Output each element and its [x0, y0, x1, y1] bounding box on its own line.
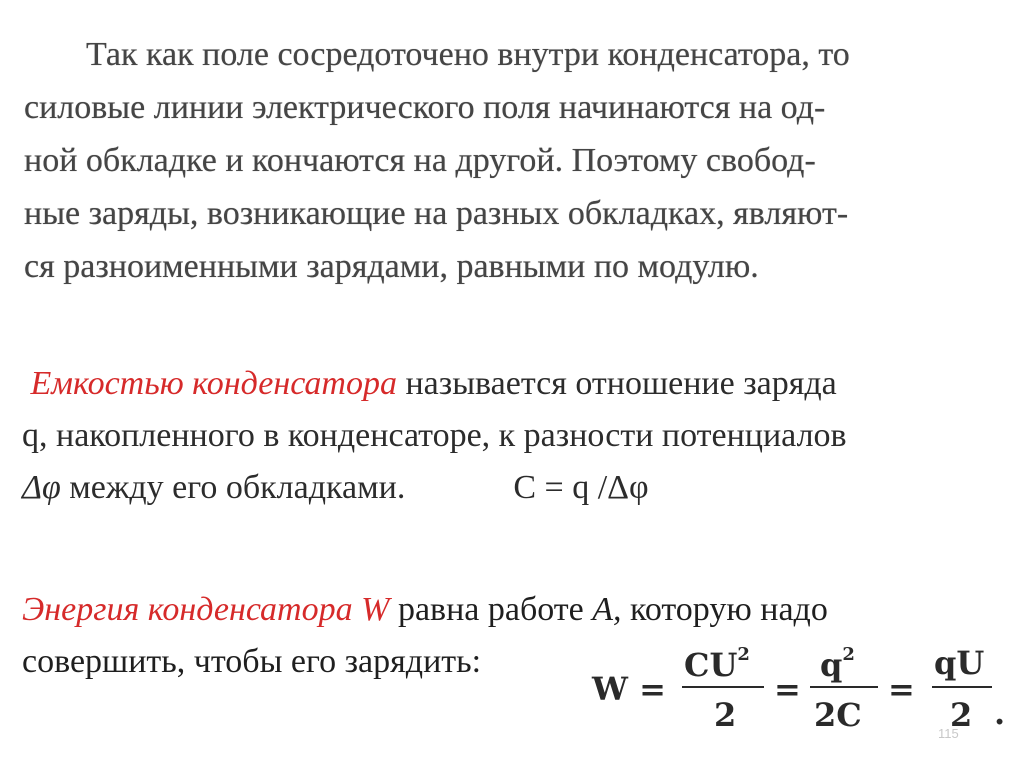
paragraph-field-lines: [24, 28, 999, 293]
fraction3-bar: [932, 686, 992, 688]
paragraph-line: [22, 584, 1012, 636]
fraction2-numerator-base: q: [820, 646, 843, 684]
fraction1-numerator: [684, 644, 750, 684]
fraction2-bar: [810, 686, 878, 688]
formula-lhs: W =: [592, 670, 666, 708]
energy-text-rest: которую надо: [621, 591, 828, 628]
fraction1-denominator: 2: [714, 696, 737, 734]
equals-sign: =: [774, 670, 801, 708]
fraction2-numerator-exponent: 2: [842, 644, 855, 665]
paragraph-line: q, накопленного в конденсаторе, к разности потенциалов: [22, 417, 847, 454]
capacitance-formula: C = q /Δφ: [513, 469, 649, 506]
work-symbol: A,: [592, 591, 622, 628]
fraction3-denominator: 2: [950, 696, 973, 734]
paragraph-line: совершить, чтобы его зарядить:: [22, 643, 482, 680]
fraction2-denominator: 2C: [814, 696, 862, 734]
fraction1-numerator-base: CU: [684, 646, 738, 684]
formula-period: .: [994, 694, 1006, 732]
paragraph-line: ся разноименными зарядами, равными по модулю.: [24, 248, 759, 285]
fraction1-numerator-exponent: 2: [737, 644, 750, 665]
equals-sign: =: [888, 670, 915, 708]
capacitance-definition-end: между его обкладками.: [60, 469, 406, 506]
page-number: 115: [938, 726, 959, 741]
paragraph-line: силовые линии электрического поля начинаются на од-: [24, 89, 826, 126]
delta-phi-symbol: Δφ: [22, 469, 61, 506]
paragraph-line: [22, 358, 1012, 410]
fraction3-numerator: qU: [934, 644, 985, 682]
paragraph-line: Так как поле сосредоточено внутри конденсатора, то: [86, 36, 850, 73]
fraction2-numerator: [820, 644, 855, 684]
energy-term: Энергия конденсатора W: [22, 591, 390, 628]
paragraph-line: ной обкладке и кончаются на другой. Поэтому свобод-: [24, 142, 816, 179]
capacitance-term: Емкостью конденсатора: [30, 365, 397, 402]
capacitance-definition-text: называется отношение заряда: [396, 365, 837, 402]
fraction1-bar: [682, 686, 764, 688]
paragraph-capacitance: [22, 358, 1012, 514]
energy-text: равна работе: [389, 591, 593, 628]
paragraph-line: [22, 462, 1012, 514]
paragraph-line: ные заряды, возникающие на разных обкладках, являют-: [24, 195, 849, 232]
